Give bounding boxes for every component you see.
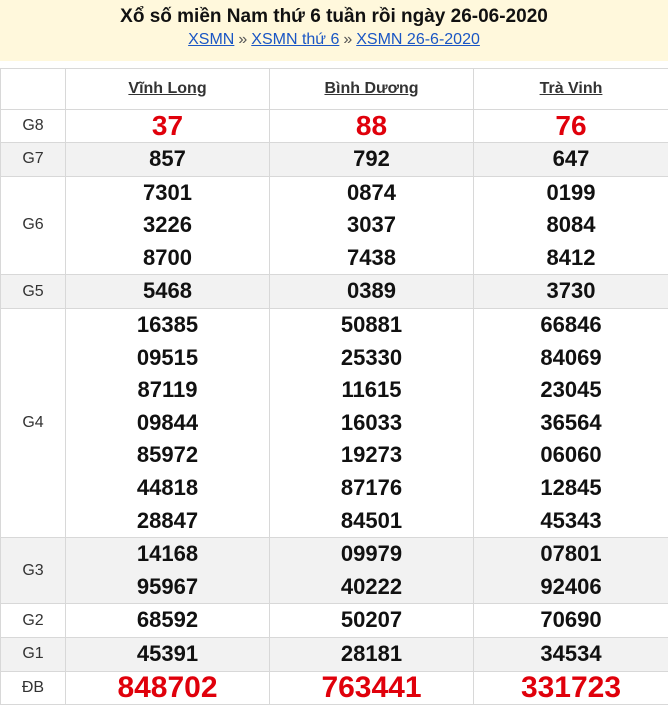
prize-number: 84501 bbox=[270, 505, 473, 538]
prize-number: 09844 bbox=[66, 407, 269, 440]
prize-cell bbox=[66, 671, 270, 704]
prize-number: 3037 bbox=[270, 209, 473, 242]
prize-number: 23045 bbox=[474, 374, 668, 407]
header-gap bbox=[0, 61, 668, 68]
breadcrumb-link-xsmn-date[interactable]: XSMN 26-6-2020 bbox=[356, 31, 480, 48]
prize-number: 11615 bbox=[270, 374, 473, 407]
prize-cell bbox=[270, 538, 474, 604]
prize-cell bbox=[66, 275, 270, 309]
prize-number: 40222 bbox=[270, 571, 473, 604]
table-row bbox=[1, 604, 668, 638]
prize-cell bbox=[270, 308, 474, 537]
prize-cell bbox=[66, 538, 270, 604]
prize-label: G4 bbox=[1, 308, 66, 537]
prize-number: 85972 bbox=[66, 439, 269, 472]
prize-number: 84069 bbox=[474, 342, 668, 375]
prize-label: ĐB bbox=[1, 671, 66, 704]
prize-label: G8 bbox=[1, 110, 66, 143]
prize-cell bbox=[270, 275, 474, 309]
prize-cell bbox=[270, 637, 474, 671]
prize-number: 8084 bbox=[474, 209, 668, 242]
prize-number: 28847 bbox=[66, 505, 269, 538]
prize-number: 88 bbox=[270, 110, 473, 142]
prize-cell bbox=[474, 176, 668, 275]
breadcrumb-link-xsmn[interactable]: XSMN bbox=[188, 31, 234, 48]
prize-label: G2 bbox=[1, 604, 66, 638]
prize-number: 0389 bbox=[270, 275, 473, 308]
page-header bbox=[0, 0, 668, 61]
prize-label: G6 bbox=[1, 176, 66, 275]
prize-number: 45391 bbox=[66, 638, 269, 671]
prize-number: 8700 bbox=[66, 242, 269, 275]
prize-cell bbox=[66, 176, 270, 275]
prize-cell bbox=[474, 604, 668, 638]
table-row bbox=[1, 275, 668, 309]
breadcrumb bbox=[0, 30, 668, 50]
prize-cell bbox=[270, 110, 474, 143]
prize-number: 37 bbox=[66, 110, 269, 142]
prize-cell bbox=[474, 308, 668, 537]
prize-number: 857 bbox=[66, 143, 269, 176]
prize-number: 44818 bbox=[66, 472, 269, 505]
prize-number: 68592 bbox=[66, 604, 269, 637]
prize-number: 848702 bbox=[66, 672, 269, 704]
prize-label: G7 bbox=[1, 143, 66, 177]
prize-number: 3730 bbox=[474, 275, 668, 308]
prize-cell bbox=[66, 110, 270, 143]
prize-cell bbox=[474, 275, 668, 309]
prize-number: 87119 bbox=[66, 374, 269, 407]
table-row bbox=[1, 538, 668, 604]
prize-number: 50207 bbox=[270, 604, 473, 637]
table-row bbox=[1, 176, 668, 275]
prize-label: G5 bbox=[1, 275, 66, 309]
page-title: Xổ số miền Nam thứ 6 tuần rồi ngày 26-06-2020 bbox=[0, 6, 668, 28]
prize-number: 331723 bbox=[474, 672, 668, 704]
column-header-tra-vinh[interactable]: Trà Vinh bbox=[474, 69, 668, 110]
prize-number: 12845 bbox=[474, 472, 668, 505]
table-row bbox=[1, 143, 668, 177]
prize-number: 8412 bbox=[474, 242, 668, 275]
prize-number: 19273 bbox=[270, 439, 473, 472]
table-row bbox=[1, 110, 668, 143]
prize-number: 0874 bbox=[270, 177, 473, 210]
prize-number: 14168 bbox=[66, 538, 269, 571]
prize-cell bbox=[270, 176, 474, 275]
prize-number: 92406 bbox=[474, 571, 668, 604]
breadcrumb-link-xsmn-thu-6[interactable]: XSMN thứ 6 bbox=[251, 31, 339, 48]
prize-number: 09515 bbox=[66, 342, 269, 375]
prize-number: 07801 bbox=[474, 538, 668, 571]
prize-cell bbox=[474, 143, 668, 177]
prize-label: G1 bbox=[1, 637, 66, 671]
table-header-row bbox=[1, 69, 668, 110]
prize-number: 7301 bbox=[66, 177, 269, 210]
prize-cell bbox=[66, 604, 270, 638]
prize-number: 763441 bbox=[270, 672, 473, 704]
prize-cell bbox=[66, 143, 270, 177]
prize-number: 647 bbox=[474, 143, 668, 176]
column-header-vinh-long[interactable]: Vĩnh Long bbox=[66, 69, 270, 110]
prize-number: 0199 bbox=[474, 177, 668, 210]
breadcrumb-separator: » bbox=[343, 31, 352, 48]
prize-cell bbox=[66, 308, 270, 537]
results-table bbox=[0, 68, 668, 705]
table-row bbox=[1, 308, 668, 537]
prize-number: 66846 bbox=[474, 309, 668, 342]
prize-number: 25330 bbox=[270, 342, 473, 375]
prize-number: 3226 bbox=[66, 209, 269, 242]
prize-number: 16033 bbox=[270, 407, 473, 440]
prize-cell bbox=[474, 538, 668, 604]
prize-number: 50881 bbox=[270, 309, 473, 342]
corner-cell bbox=[1, 69, 66, 110]
prize-number: 28181 bbox=[270, 638, 473, 671]
results-body bbox=[1, 110, 668, 705]
prize-number: 76 bbox=[474, 110, 668, 142]
prize-cell bbox=[66, 637, 270, 671]
prize-number: 45343 bbox=[474, 505, 668, 538]
prize-cell bbox=[270, 604, 474, 638]
prize-number: 70690 bbox=[474, 604, 668, 637]
prize-number: 95967 bbox=[66, 571, 269, 604]
prize-label: G3 bbox=[1, 538, 66, 604]
prize-cell bbox=[270, 143, 474, 177]
breadcrumb-separator: » bbox=[238, 31, 247, 48]
prize-number: 87176 bbox=[270, 472, 473, 505]
prize-cell bbox=[270, 671, 474, 704]
prize-number: 09979 bbox=[270, 538, 473, 571]
prize-cell bbox=[474, 671, 668, 704]
prize-number: 06060 bbox=[474, 439, 668, 472]
prize-number: 36564 bbox=[474, 407, 668, 440]
prize-number: 7438 bbox=[270, 242, 473, 275]
prize-cell bbox=[474, 110, 668, 143]
prize-cell bbox=[474, 637, 668, 671]
prize-number: 34534 bbox=[474, 638, 668, 671]
prize-number: 16385 bbox=[66, 309, 269, 342]
column-header-binh-duong[interactable]: Bình Dương bbox=[270, 69, 474, 110]
prize-number: 792 bbox=[270, 143, 473, 176]
prize-number: 5468 bbox=[66, 275, 269, 308]
table-row bbox=[1, 637, 668, 671]
table-row bbox=[1, 671, 668, 704]
